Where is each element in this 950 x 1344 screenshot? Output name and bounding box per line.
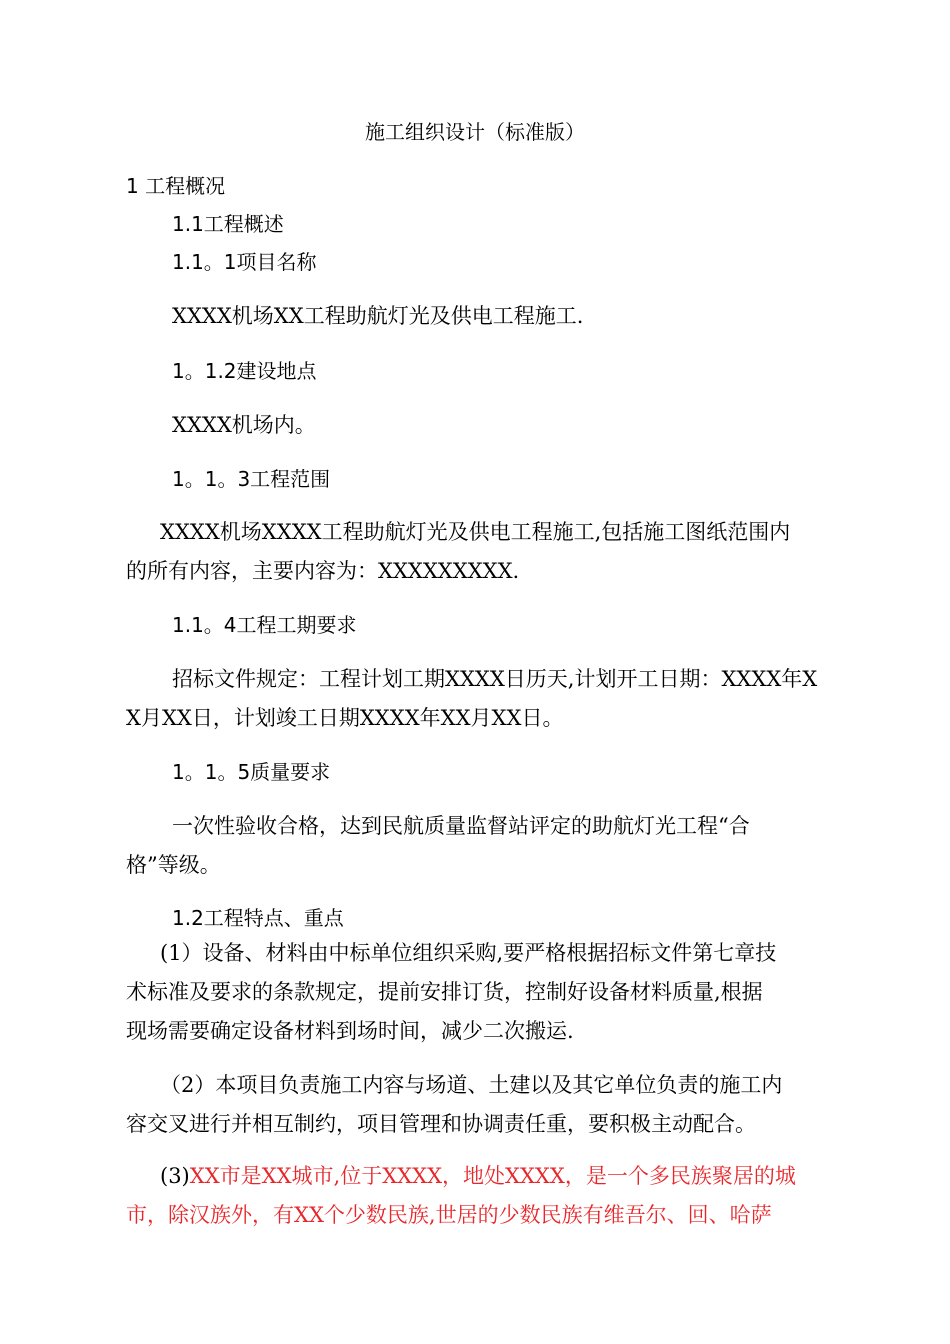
paragraph-quality-line-2: 格”等级。 [126,853,221,877]
paragraph-period-line-2: X月XX日，计划竣工日期XXXX年XX月XX日。 [126,706,564,730]
paragraph-feature-3-line-2: 市，除汉族外，有XX个少数民族,世居的少数民族有维吾尔、回、哈萨 [126,1203,772,1227]
heading-1-project-overview: 1 工程概况 [126,174,226,198]
heading-1-1-2: 1。1.2建设地点 [172,359,317,383]
heading-1-1: 1.1工程概述 [172,212,284,236]
paragraph-quality-line-1: 一次性验收合格，达到民航质量监督站评定的助航灯光工程“合 [172,814,750,838]
paragraph-period-line-1: 招标文件规定：工程计划工期XXXX日历天,计划开工日期：XXXX年X [172,667,818,691]
document-title: 施工组织设计（标准版） [365,120,585,144]
paragraph-feature-2-line-1: （2）本项目负责施工内容与场道、土建以及其它单位负责的施工内 [160,1073,783,1097]
paragraph-feature-3-line-1 [160,1160,796,1190]
paragraph-scope-line-1: XXXX机场XXXX工程助航灯光及供电工程施工,包括施工图纸范围内 [160,520,791,544]
paragraph-project-name: XXXX机场XX工程助航灯光及供电工程施工. [172,304,584,328]
heading-1-1-3: 1。1。3工程范围 [172,467,331,491]
paragraph-location: XXXX机场内。 [172,413,316,437]
paragraph-feature-1-line-2: 术标准及要求的条款规定，提前安排订货，控制好设备材料质量,根据 [126,980,763,1004]
paragraph-feature-3-number: (3) [160,1164,190,1188]
paragraph-feature-1-line-1: (1）设备、材料由中标单位组织采购,要严格根据招标文件第七章技 [160,941,777,965]
paragraph-feature-2-line-2: 容交叉进行并相互制约，项目管理和协调责任重，要积极主动配合。 [126,1112,756,1136]
paragraph-feature-1-line-3: 现场需要确定设备材料到场时间，减少二次搬运. [126,1019,574,1043]
paragraph-feature-3-text: XX市是XX城市,位于XXXX，地处XXXX，是一个多民族聚居的城 [189,1164,796,1188]
heading-1-1-4: 1.1。4工程工期要求 [172,613,357,637]
heading-1-2: 1.2工程特点、重点 [172,906,344,930]
paragraph-scope-line-2: 的所有内容，主要内容为：XXXXXXXXX. [126,559,520,583]
heading-1-1-5: 1。1。5质量要求 [172,760,331,784]
heading-1-1-1: 1.1。1项目名称 [172,250,317,274]
